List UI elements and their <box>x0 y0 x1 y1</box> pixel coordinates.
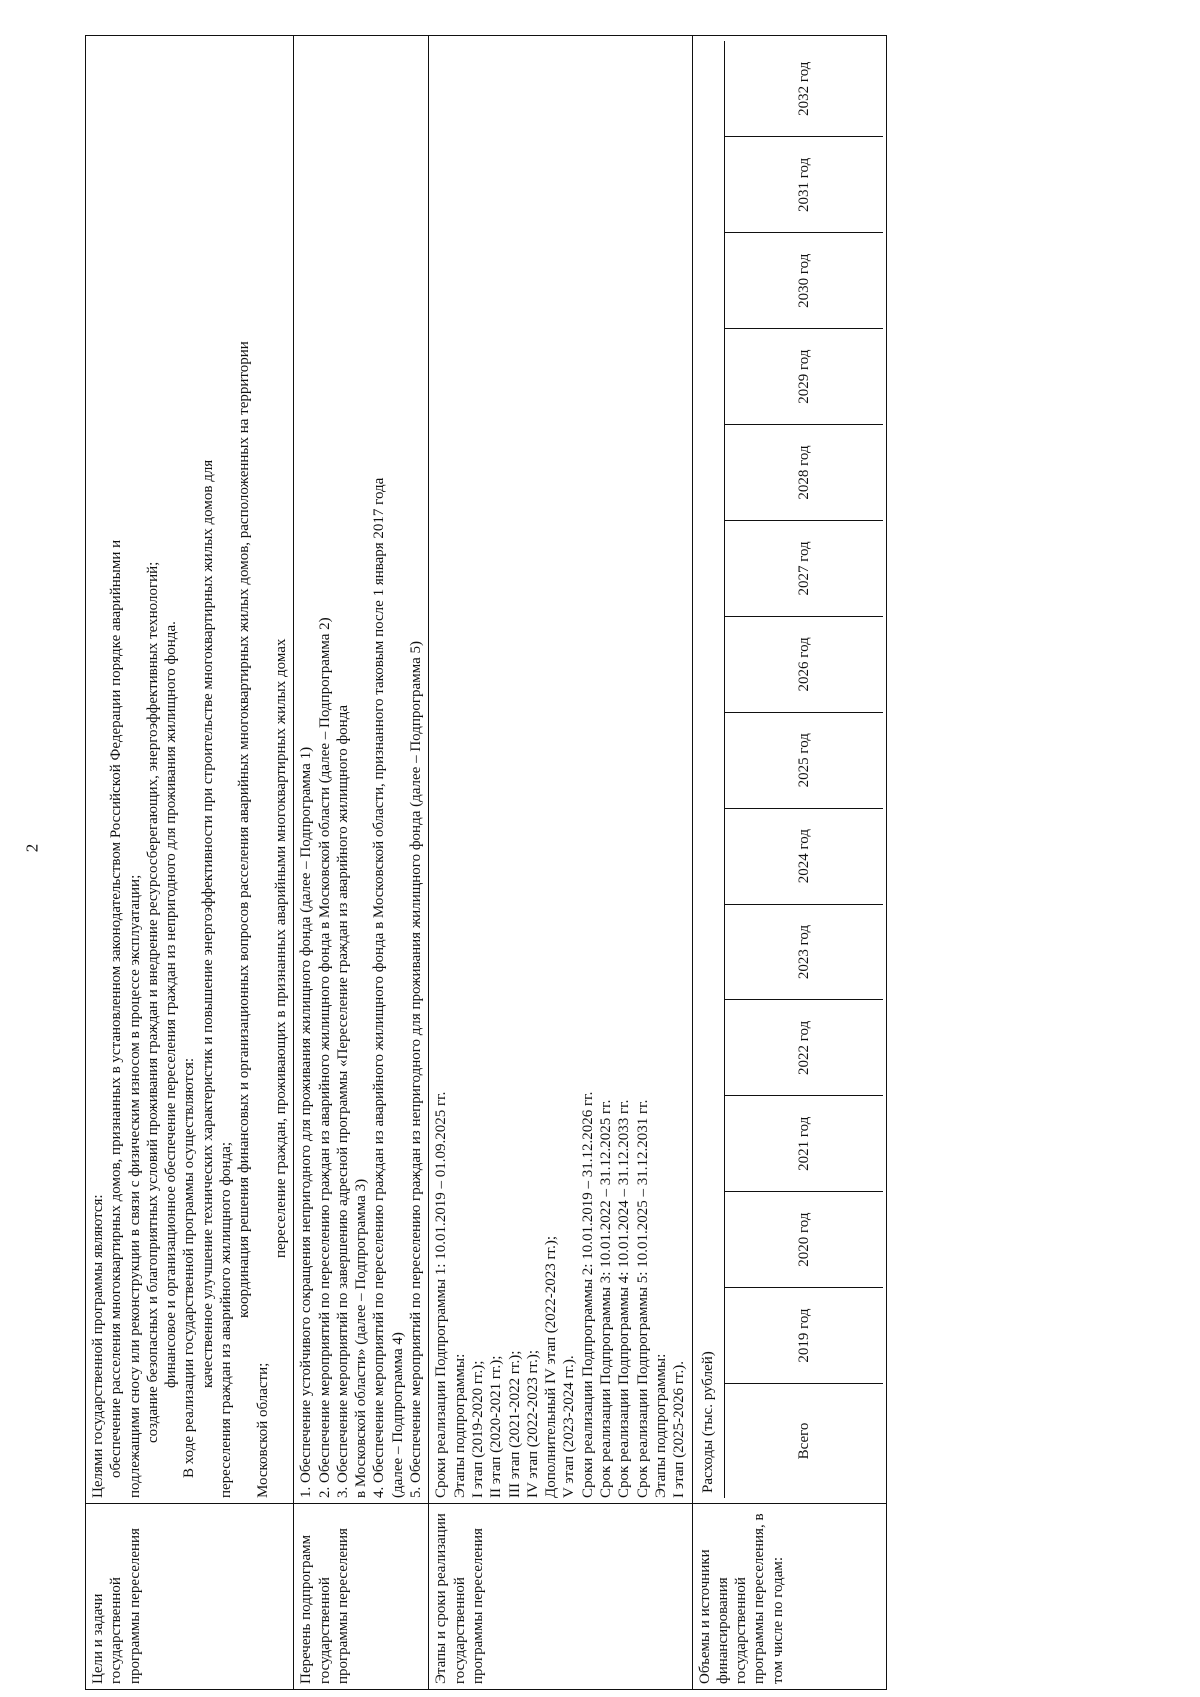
goals-line: Московской области; <box>254 1362 271 1498</box>
rotated-page-content <box>85 35 1185 1690</box>
year-column-header: 2020 год <box>724 1192 883 1288</box>
passport-table <box>85 35 887 1690</box>
goals-content <box>86 36 294 1504</box>
subprogram-item: 1. Обеспечение устойчивого сокращения непригодного для проживания жилищного фонда (далее – Подпрограмма 1) <box>298 746 315 1498</box>
year-column-header: 2027 год <box>724 520 883 616</box>
stage-line: Срок реализации Подпрограммы 5: 10.01.2025 – 31.12.2031 гг. <box>634 1099 651 1498</box>
goals-line: финансовое и организационное обеспечение переселения граждан из непригодного для проживания жилищного фонда. <box>163 621 180 1388</box>
goals-label: Цели и задачи государственной программы переселения <box>86 1504 294 1690</box>
year-column-header: 2029 год <box>724 329 883 425</box>
year-column-header: 2030 год <box>724 233 883 329</box>
financing-header: Расходы (тыс. рублей) <box>699 1351 716 1493</box>
goals-line: переселения граждан из аварийного жилищного фонда; <box>218 1141 235 1498</box>
stages-label: Этапы и сроки реализации государственной программы переселения <box>429 1504 692 1690</box>
financing-years-table <box>724 41 883 1498</box>
year-column-header: 2028 год <box>724 425 883 521</box>
year-column-header: 2026 год <box>724 616 883 712</box>
stage-line: III этап (2021-2022 гг.); <box>506 1350 523 1498</box>
subprograms-row <box>294 36 429 1690</box>
stage-line: Сроки реализации Подпрограммы 2: 10.01.2019 – 31.12.2026 гг. <box>579 1091 596 1498</box>
goals-line: создание безопасных и благоприятных условий проживания граждан и внедрение ресурсосберегающих, энергоэффективных технологий; <box>144 561 161 1443</box>
year-column-header: 2025 год <box>724 712 883 808</box>
year-column-header: 2031 год <box>724 137 883 233</box>
stage-line: Этапы подпрограммы: <box>652 1353 669 1498</box>
stage-line: Сроки реализации Подпрограммы 1: 10.01.2019 – 01.09.2025 гг. <box>433 1091 450 1498</box>
stage-line: II этап (2020-2021 гг.); <box>488 1355 505 1498</box>
financing-label: Объемы и источники финансирования государственной программы переселения, в том числе по годам: <box>692 1504 886 1690</box>
subprogram-item: 5. Обеспечение мероприятий по переселению граждан из непригодного для проживания жилищного фонда (далее – Подпрограмма 5) <box>408 641 425 1498</box>
financing-content <box>692 36 886 1504</box>
goals-line: переселение граждан, проживающих в признанных аварийными многоквартирных жилых домах <box>272 638 289 1258</box>
goals-line: качественное улучшение технических характеристик и повышение энергоэффективности при строительстве многоквартирных жилых домов для <box>199 459 216 1388</box>
stage-line: Срок реализации Подпрограммы 3: 10.01.2022 – 31.12.2025 гг. <box>598 1099 615 1498</box>
stage-line: Срок реализации Подпрограммы 4: 10.01.2024 – 31.12.2033 гг. <box>616 1099 633 1498</box>
financing-row <box>692 36 886 1690</box>
year-column-header: 2024 год <box>724 808 883 904</box>
year-column-header: 2019 год <box>724 1288 883 1384</box>
subprograms-content <box>294 36 429 1504</box>
year-column-header: 2032 год <box>724 41 883 137</box>
stages-row <box>429 36 692 1690</box>
stage-line: IV этап (2022-2023 гг.); <box>524 1350 541 1498</box>
stage-line: Дополнительный IV этап (2022-2023 гг.); <box>543 1235 560 1498</box>
year-column-header: 2023 год <box>724 904 883 1000</box>
subprogram-item: 2. Обеспечение мероприятий по переселению граждан из аварийного жилищного фонда в Московской области (далее – Подпрограмма 2) <box>316 617 333 1498</box>
goals-line: подлежащими сносу или реконструкции в связи с физическим износом в процессе эксплуатации; <box>126 874 143 1498</box>
year-column-header: Всего <box>724 1384 883 1499</box>
subprogram-item: (далее – Подпрограмма 4) <box>389 1332 406 1498</box>
stages-content <box>429 36 692 1504</box>
year-column-header: 2021 год <box>724 1096 883 1192</box>
goals-line: В ходе реализации государственной программы осуществляются: <box>181 1057 198 1478</box>
subprogram-item: 4. Обеспечение мероприятий по переселению граждан из аварийного жилищного фонда в Московской области, признанного таковым после 1 января 2017 года <box>371 477 388 1498</box>
goals-row <box>86 36 294 1690</box>
goals-line: координация решения финансовых и организационных вопросов расселения аварийных многоквартирных жилых домов, расположенных на территории <box>236 341 253 1318</box>
years-header-row <box>724 41 883 1498</box>
subprogram-item: в Московской области» (далее – Подпрограмма 3) <box>353 1178 370 1498</box>
subprograms-label: Перечень подпрограмм государственной программы переселения <box>294 1504 429 1690</box>
year-column-header: 2022 год <box>724 1000 883 1096</box>
stage-line: I этап (2019-2020 гг.); <box>469 1360 486 1498</box>
stage-line: Этапы подпрограммы: <box>451 1353 468 1498</box>
goals-line: Целями государственной программы являются: <box>90 1194 106 1498</box>
page-number: 2 <box>22 843 42 853</box>
subprogram-item: 3. Обеспечение мероприятий по завершению адресной программы «Переселение граждан из аварийного жилищного фонда <box>334 705 351 1498</box>
goals-line: обеспечение расселения многоквартирных домов, признанных в установленном законодательством Российской Федерации порядке аварийными и <box>108 539 125 1478</box>
stage-line: V этап (2023-2024 гг.). <box>561 1355 578 1498</box>
stage-line: I этап (2025-2026 гг.). <box>671 1360 688 1498</box>
